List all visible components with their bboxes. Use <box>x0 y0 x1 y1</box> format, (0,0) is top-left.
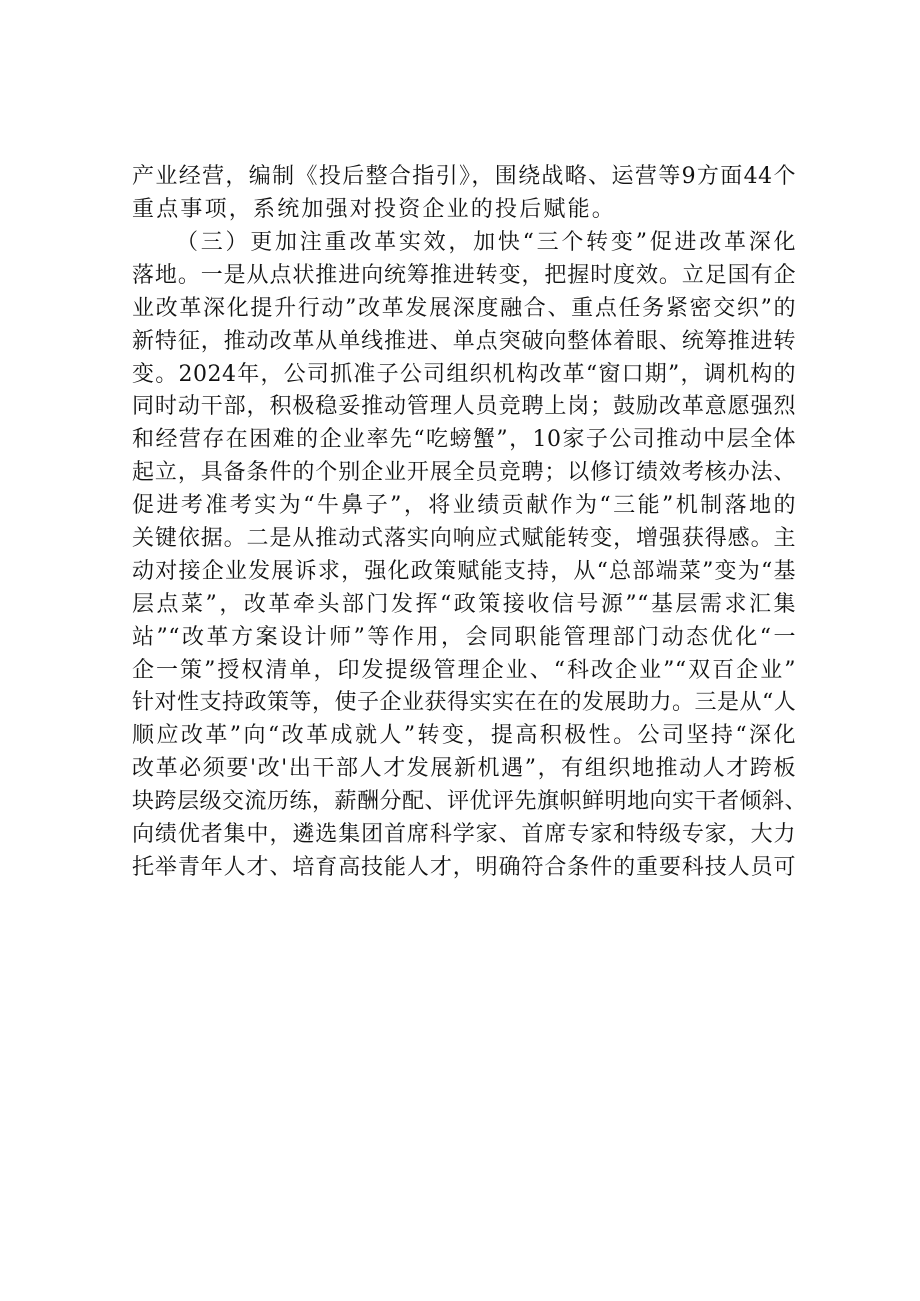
paragraph-2-line-15: 针对性支持政策等，使子企业获得实实在在的发展助力。三是从“人 <box>132 690 797 716</box>
paragraph-2-line-7: 和经营存在困难的企业率先“吃螃蟹”，10家子公司推动中层全体 <box>132 427 796 453</box>
paragraph-1-line-2: 重点事项，系统加强对投资企业的投后赋能。 <box>132 196 617 222</box>
paragraph-2-line-6: 同时动干部，积极稳妥推动管理人员竞聘上岗；鼓励改革意愿强烈 <box>132 394 796 420</box>
paragraph-2-line-3: 业改革深化提升行动”改革发展深度融合、重点任务紧密交织”的 <box>132 295 796 321</box>
paragraph-2-line-12: 层点菜”，改革牵头部门发挥“政策接收信号源”“基层需求汇集 <box>132 591 796 617</box>
paragraph-2-line-16: 顺应改革”向“改革成就人”转变，提高积极性。公司坚持“深化 <box>132 723 796 749</box>
paragraph-2-line-14: 企一策”授权清单，印发提级管理企业、“科改企业”“双百企业” <box>132 657 796 683</box>
paragraph-2-line-8: 起立，具备条件的个别企业开展全员竞聘；以修订绩效考核办法、 <box>132 460 796 486</box>
paragraph-2-line-5: 变。2024年，公司抓准子公司组织机构改革“窗口期”，调机构的 <box>132 361 796 387</box>
paragraph-2-line-13: 站”“改革方案设计师”等作用，会同职能管理部门动态优化“一 <box>132 624 796 650</box>
paragraph-2-line-4: 新特征，推动改革从单线推进、单点突破向整体着眼、统筹推进转 <box>132 328 796 354</box>
paragraph-2-line-9: 促进考准考实为“牛鼻子”，将业绩贡献作为“三能”机制落地的 <box>132 493 796 519</box>
paragraph-2-line-19: 向绩优者集中，遴选集团首席科学家、首席专家和特级专家，大力 <box>132 822 796 848</box>
paragraph-2-line-11: 动对接企业发展诉求，强化政策赋能支持，从“总部端菜”变为“基 <box>132 558 796 584</box>
paragraph-2-line-1: （三）更加注重改革实效，加快“三个转变”促进改革深化 <box>176 230 796 255</box>
paragraph-2-line-18: 块跨层级交流历练，薪酬分配、评优评先旗帜鲜明地向实干者倾斜、 <box>132 789 808 815</box>
paragraph-2 <box>132 227 808 885</box>
paragraph-2-line-2: 落地。一是从点状推进向统筹推进转变，把握时度效。立足国有企 <box>132 262 796 288</box>
paragraph-1 <box>132 161 796 227</box>
paragraph-2-line-10: 关键依据。二是从推动式落实向响应式赋能转变，增强获得感。主 <box>132 526 796 552</box>
paragraph-1-line-1: 产业经营，编制《投后整合指引》，围绕战略、运营等9方面44个 <box>132 164 796 189</box>
paragraph-2-line-17: 改革必须要'改'出干部人才发展新机遇”，有组织地推动人才跨板 <box>132 756 796 782</box>
paragraph-2-line-20: 托举青年人才、培育高技能人才，明确符合条件的重要科技人员可 <box>132 854 796 880</box>
